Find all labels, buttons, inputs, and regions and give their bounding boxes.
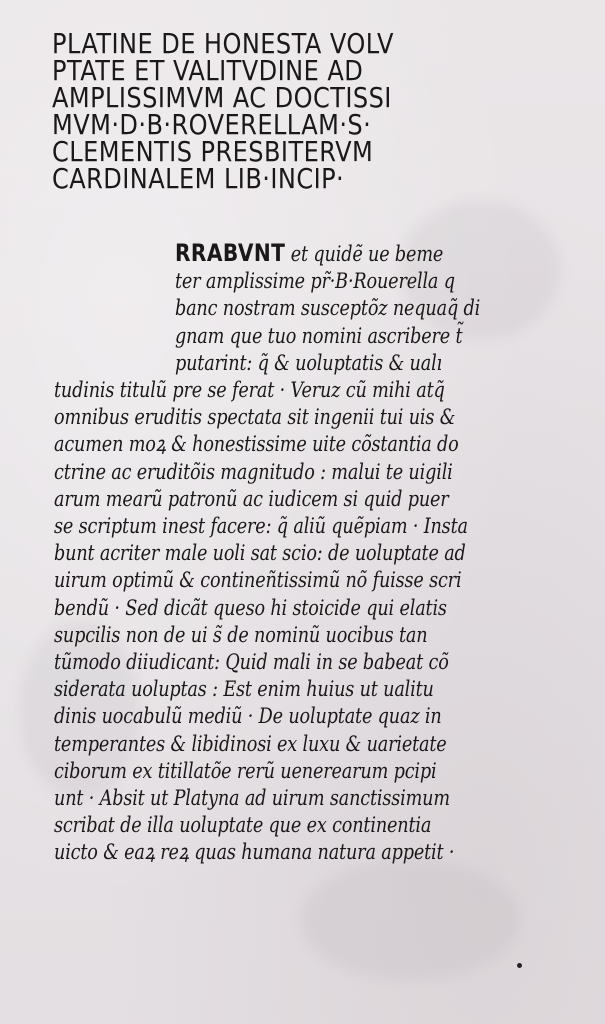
text-line: uicto & eaꝝ reꝝ quas humana natura appetit · <box>54 840 455 865</box>
title-block <box>52 27 572 195</box>
text-line: dinis uocabulũ mediũ · De uoluptate quaz in <box>54 704 442 729</box>
title-line: MVM·D·B·ROVERELLAM·S· <box>52 108 372 141</box>
text-line: tudinis titulũ pre se ferat · Veruz cũ mihi atq̃ <box>54 378 445 403</box>
incipit-word: RRABVNT <box>174 239 286 267</box>
text-line: banc nostram susceptõz nequaq̃ di <box>174 296 481 321</box>
title-line: CARDINALEM LIB·INCIP· <box>52 162 345 195</box>
text-line: ter amplissime pr̃·B·Rouerella q <box>174 269 455 294</box>
text-line: bendũ · Sed dicãt queso hi stoicide qui elatis <box>54 595 447 620</box>
text-line: temperantes & libidinosi ex luxu & uarietate <box>54 731 447 756</box>
text-line: tũmodo diiudicant: Quid mali in se babeat cõ <box>54 650 449 675</box>
text-line: se scriptum inest facere: q̃ aliũ quẽpiam · Insta <box>54 514 468 539</box>
text-line: acumen moꝝ & honestissime uite cõstantia do <box>54 432 459 457</box>
title-line: CLEMENTIS PRESBITERVM <box>52 135 374 168</box>
ink-spot <box>517 963 522 968</box>
incipit-line <box>54 240 474 268</box>
title-line: AMPLISSIMVM AC DOCTISSI <box>52 81 392 114</box>
text-line: omnibus eruditis spectata sit ingenii tui uis & <box>54 405 456 430</box>
text-line: unt · Absit ut Platyna ad uirum sanctissimum <box>54 786 450 811</box>
text-line: supcilis non de ui s̃ de nominũ uocibus tan <box>54 622 428 647</box>
body-text <box>54 240 554 867</box>
text-line: ctrine ac eruditõis magnitudo : malui te uigili <box>54 459 453 484</box>
text-line: scribat de illa uoluptate que ex continentia <box>54 813 432 838</box>
title-line: PLATINE DE HONESTA VOLV <box>52 27 394 60</box>
text-line: bunt acriter male uoli sat scio: de uoluptate ad <box>54 541 466 566</box>
text-line: putarint: q̃ & uoluptatis & ualı <box>174 350 443 375</box>
text-line: ciborum ex titillatõe rerũ uenerearum pcipi <box>54 758 437 783</box>
text-line: gnam que tuo nomini ascribere t̃ <box>174 323 463 348</box>
title-line: PTATE ET VALITVDINE AD <box>52 54 364 87</box>
text-line: uirum optimũ & contineñtissimũ nõ fuisse scri <box>54 568 462 593</box>
page-stain <box>300 860 520 980</box>
text-line: siderata uoluptas : Est enim huius ut ualitu <box>54 677 434 702</box>
text-line: arum mearũ patronũ ac iudicem si quid puer <box>54 486 449 511</box>
incipit-line-rest: et quidẽ ue beme <box>285 242 444 266</box>
